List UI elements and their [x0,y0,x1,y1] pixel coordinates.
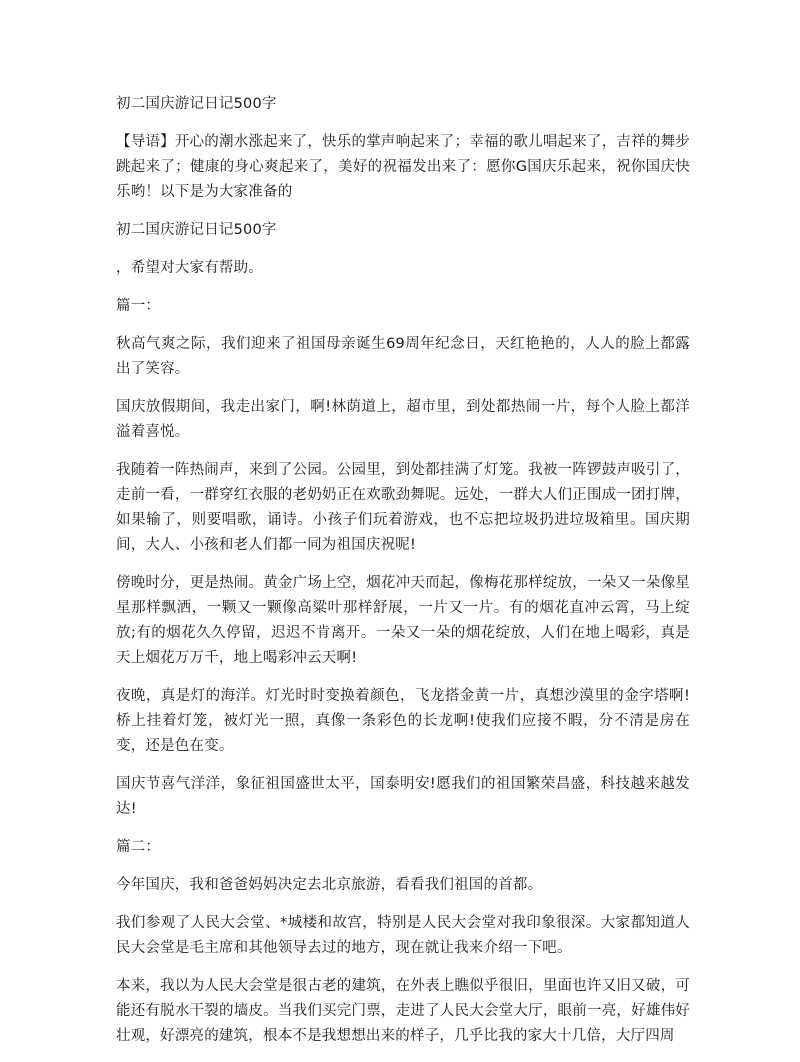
paragraph: 我们参观了人民大会堂、*城楼和故宫，特别是人民大会堂对我印象很深。大家都知道人民大会堂是毛主席和其他领导去过的地方，现在就让我来介绍一下吧。 [116,915,690,956]
paragraph: 今年国庆，我和爸爸妈妈决定去北京旅游，看看我们祖国的首都。 [116,877,543,893]
document-title: 初二国庆游记日记500字 [116,96,277,112]
section-heading-2: 篇二： [116,839,161,855]
paragraph: 本来，我以为人民大会堂是很古老的建筑，在外表上瞧似乎很旧，里面也许又旧又破，可能还有脱水干裂的墙皮。当我们买完门票，走进了人民大会堂大厅，眼前一亮，好雄伟好壮观，好漂亮的建筑，根本不是我想想出来的样子，几乎比我的家大十几倍，大厅四周 [116,978,690,1044]
paragraph: 我随着一阵热闹声，来到了公园。公园里，到处都挂满了灯笼。我被一阵锣鼓声吸引了，走前一看，一群穿红衣服的老奶奶正在欢歌劲舞呢。远处，一群大人们正围成一团打牌，如果输了，则要唱歌，诵诗。小孩子们玩着游戏，也不忘把垃圾扔进垃圾箱里。国庆期间，大人、小孩和老人们都一同为祖国庆祝呢! [116,462,690,553]
repeated-title-paragraph: 初二国庆游记日记500字 [116,222,277,238]
hope-helpful-paragraph: ，希望对大家有帮助。 [116,260,263,276]
document-page [116,92,690,1062]
paragraph: 国庆放假期间，我走出家门，啊!林荫道上，超市里，到处都热闹一片，每个人脸上都洋溢着喜悦。 [116,399,690,440]
intro-paragraph: 【导语】开心的潮水涨起来了，快乐的掌声响起来了；幸福的歌儿唱起来了，吉祥的舞步跳起来了；健康的身心爽起来了，美好的祝福发出来了：愿你G国庆乐起来，祝你国庆快乐哟！以下是为大家准备的 [116,134,690,200]
paragraph: 秋高气爽之际，我们迎来了祖国母亲诞生69周年纪念日，天红艳艳的，人人的脸上都露出了笑容。 [116,336,690,377]
paragraph: 国庆节喜气洋洋，象征祖国盛世太平，国泰明安!愿我们的祖国繁荣昌盛，科技越来越发达! [116,776,690,817]
paragraph: 夜晚，真是灯的海洋。灯光时时变换着颜色，飞龙搭金黄一片，真想沙漠里的金字塔啊!桥上挂着灯笼，被灯光一照，真像一条彩色的长龙啊!使我们应接不暇，分不清是房在变，还是色在变。 [116,688,690,754]
section-heading-1: 篇一： [116,298,161,314]
paragraph: 傍晚时分，更是热闹。黄金广场上空，烟花冲天而起，像梅花那样绽放，一朵又一朵像星星那样飘洒，一颗又一颗像高粱叶那样舒展，一片又一片。有的烟花直冲云霄，马上绽放;有的烟花久久停留，迟迟不肯离开。一朵又一朵的烟花绽放，人们在地上喝彩，真是天上烟花万万千，地上喝彩冲云天啊! [116,575,690,666]
